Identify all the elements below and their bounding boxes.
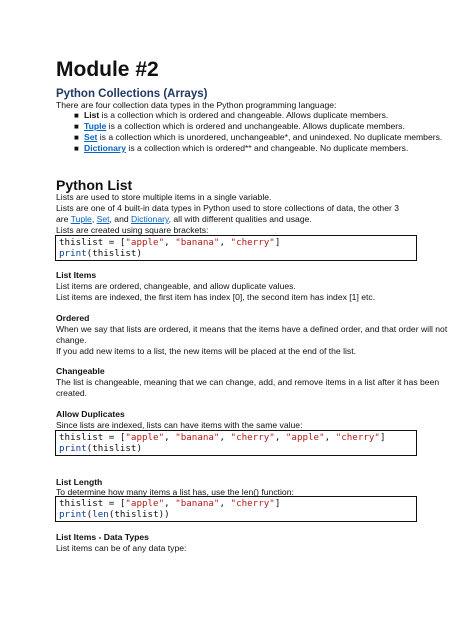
code-text: ,: [164, 498, 176, 509]
code-text: thislist = [: [59, 237, 126, 248]
list-item: [56, 110, 442, 121]
code-text: ,: [164, 432, 176, 443]
paragraph-line: Lists are created using square brackets:: [56, 225, 209, 235]
list-item: [56, 132, 442, 143]
code-text: ,: [219, 237, 231, 248]
paragraph-line: [56, 214, 312, 225]
paragraph-line: When we say that lists are ordered, it means that the items have a defined order, and that order will not: [56, 324, 448, 334]
bullet-icon: ■: [74, 144, 79, 153]
code-text: ,: [164, 237, 176, 248]
term-desc: is a collection which is ordered and unchangeable. Allows duplicate members.: [106, 121, 405, 131]
code-string: "cherry": [230, 432, 275, 443]
code-text: (thislist): [86, 443, 142, 454]
bullet-icon: ■: [74, 122, 79, 131]
changeable-heading: Changeable: [56, 366, 105, 376]
bullet-icon: ■: [74, 111, 79, 120]
code-string: "banana": [175, 432, 220, 443]
list-item: [56, 121, 442, 132]
code-line: [59, 443, 413, 454]
text-span: , all with different qualities and usage.: [168, 214, 312, 224]
code-string: "apple": [125, 432, 165, 443]
code-text: ]: [379, 432, 386, 443]
code-function: print: [59, 509, 87, 520]
code-string: "cherry": [230, 237, 275, 248]
code-function: len: [92, 509, 109, 520]
list-items-heading: List Items: [56, 270, 97, 280]
code-function: print: [59, 248, 87, 259]
collection-types-list: [56, 110, 442, 154]
code-text: (thislist)): [108, 509, 170, 520]
code-block: [55, 430, 417, 456]
paragraph-line: List items are indexed, the first item has index [0], the second item has index [1] etc.: [56, 292, 376, 302]
code-line: [59, 509, 413, 520]
code-text: (: [86, 509, 93, 520]
paragraph-line: Lists are one of 4 built-in data types in Python used to store collections of data, the other 3: [56, 203, 400, 213]
tuple-link[interactable]: Tuple: [84, 121, 107, 131]
paragraph-line: The list is changeable, meaning that we can change, add, and remove items in a list after it has been: [56, 377, 440, 387]
code-string: "banana": [175, 237, 220, 248]
code-line: [59, 432, 413, 443]
code-block: [55, 496, 417, 522]
code-text: ]: [274, 498, 281, 509]
code-text: (thislist): [86, 248, 142, 259]
paragraph-line: List items can be of any data type:: [56, 543, 187, 553]
code-line: [59, 498, 413, 509]
dictionary-link[interactable]: Dictionary: [131, 214, 169, 224]
code-block: [55, 235, 417, 261]
tuple-link[interactable]: Tuple: [70, 214, 92, 224]
code-string: "cherry": [230, 498, 275, 509]
code-text: thislist = [: [59, 432, 126, 443]
ordered-heading: Ordered: [56, 313, 90, 323]
code-function: print: [59, 443, 87, 454]
code-text: thislist = [: [59, 498, 126, 509]
term-desc: is a collection which is ordered** and changeable. No duplicate members.: [126, 143, 409, 153]
paragraph-line: If you add new items to a list, the new items will be placed at the end of the list.: [56, 346, 356, 356]
list-length-heading: List Length: [56, 477, 103, 487]
code-text: ,: [274, 432, 286, 443]
code-string: "apple": [125, 498, 165, 509]
list-item: [56, 143, 442, 154]
page-title: Module #2: [56, 58, 159, 81]
set-link[interactable]: Set: [84, 132, 98, 142]
text-span: are: [56, 214, 71, 224]
paragraph-line: created.: [56, 388, 88, 398]
paragraph-line: Since lists are indexed, lists can have items with the same value:: [56, 420, 303, 430]
bullet-icon: ■: [74, 133, 79, 142]
text-span: , and: [109, 214, 132, 224]
term-desc: is a collection which is unordered, unchangeable*, and unindexed. No duplicate members.: [97, 132, 443, 142]
term-list: List: [84, 110, 100, 120]
allow-duplicates-heading: Allow Duplicates: [56, 409, 125, 419]
code-text: ,: [219, 432, 231, 443]
code-text: ,: [219, 498, 231, 509]
code-text: ,: [324, 432, 336, 443]
code-line: [59, 237, 413, 248]
text-span: ,: [91, 214, 97, 224]
code-text: ]: [274, 237, 281, 248]
set-link[interactable]: Set: [96, 214, 110, 224]
code-string: "apple": [285, 432, 325, 443]
term-desc: is a collection which is ordered and changeable. Allows duplicate members.: [99, 110, 389, 120]
paragraph-line: List items are ordered, changeable, and allow duplicate values.: [56, 281, 296, 291]
paragraph-line: change.: [56, 335, 87, 345]
collections-heading: Python Collections (Arrays): [56, 88, 208, 100]
dictionary-link[interactable]: Dictionary: [84, 143, 127, 153]
collections-intro: There are four collection data types in the Python programming language:: [56, 100, 337, 110]
paragraph-line: Lists are used to store multiple items in a single variable.: [56, 192, 272, 202]
code-string: "apple": [125, 237, 165, 248]
data-types-heading: List Items - Data Types: [56, 532, 149, 542]
paragraph-line: To determine how many items a list has, use the len() function:: [56, 487, 294, 497]
python-list-heading: Python List: [56, 177, 133, 193]
code-line: [59, 248, 413, 259]
code-string: "banana": [175, 498, 220, 509]
code-string: "cherry": [335, 432, 380, 443]
